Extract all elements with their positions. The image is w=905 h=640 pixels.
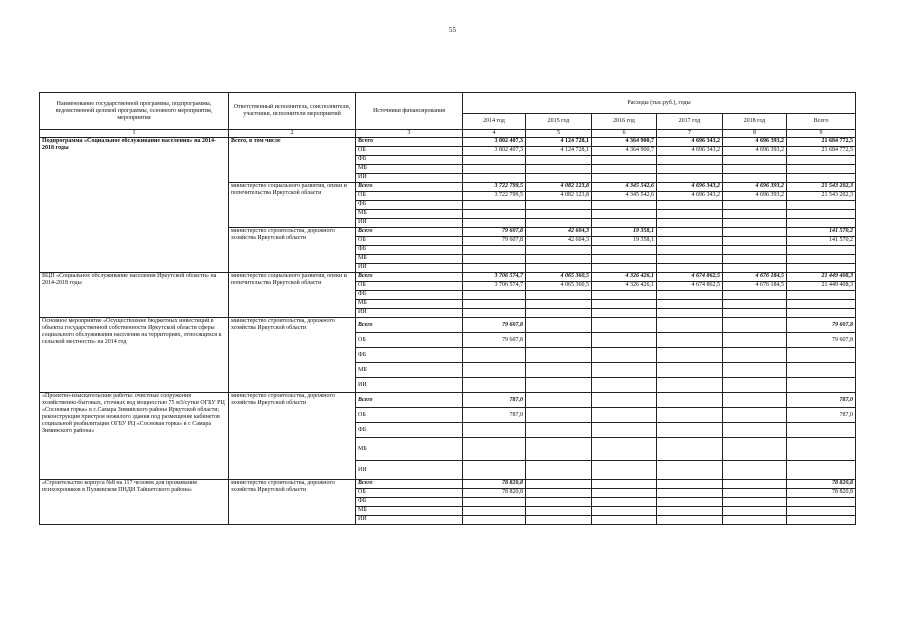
value-cell xyxy=(526,408,592,423)
value-cell: 21 543 202,3 xyxy=(787,183,856,192)
source-fb: ФБ xyxy=(356,423,463,438)
source-total: Всего xyxy=(356,393,463,408)
value-cell: 4 696 343,2 xyxy=(657,183,723,192)
executor-ministry-construction: министерство строительства, дорожного хозяйства Иркутской области xyxy=(229,318,356,393)
table-row xyxy=(40,138,856,147)
table-header xyxy=(40,93,856,138)
value-cell: 4 696 393,2 xyxy=(723,147,787,156)
table-body xyxy=(40,138,856,525)
value-cell: 3 722 799,5 xyxy=(463,192,526,201)
column-number: 3 xyxy=(356,130,463,138)
value-cell: 4 676 184,5 xyxy=(723,273,787,282)
header-expenses: Расходы (тыс.руб.), годы xyxy=(463,93,856,114)
value-cell: 79 607,8 xyxy=(463,237,526,246)
value-cell xyxy=(723,489,787,498)
value-cell xyxy=(723,237,787,246)
source-total: Всего xyxy=(356,480,463,489)
value-cell xyxy=(592,408,657,423)
source-ob: ОБ xyxy=(356,333,463,348)
executor-ministry-construction: министерство строительства, дорожного хозяйства Иркутской области xyxy=(229,393,356,480)
source-fb: ФБ xyxy=(356,156,463,165)
source-fb: ФБ xyxy=(356,291,463,300)
source-ii: ИИ xyxy=(356,219,463,228)
source-mb: МБ xyxy=(356,507,463,516)
value-cell: 4 345 542,6 xyxy=(592,192,657,201)
value-cell: 3 706 574,7 xyxy=(463,273,526,282)
page-number: 55 xyxy=(449,26,456,34)
value-cell xyxy=(657,480,723,489)
value-cell: 21 684 772,5 xyxy=(787,138,856,147)
value-cell xyxy=(657,489,723,498)
value-cell xyxy=(723,318,787,333)
source-mb: МБ xyxy=(356,438,463,461)
value-cell: 4 082 123,8 xyxy=(526,192,592,201)
value-cell: 42 604,3 xyxy=(526,228,592,237)
value-cell: 4 326 426,1 xyxy=(592,282,657,291)
value-cell: 4 674 862,5 xyxy=(657,273,723,282)
value-cell: 79 607,8 xyxy=(463,318,526,333)
value-cell: 4 364 900,7 xyxy=(592,147,657,156)
value-cell: 4 326 426,1 xyxy=(592,273,657,282)
value-cell xyxy=(657,408,723,423)
value-cell: 21 684 772,5 xyxy=(787,147,856,156)
event-design-works-name: «Проектно-изыскательские работы: очистные сооружения хозяйственно-бытовых, сточных вод мощностью 75 м3/сутки ОГБУ РЦ «Сосновая горка» в с.Самара Зиминского района Иркутской области; реконструкция пристроя нежилого здания под размещение кабинетов социальной реабилитации ОГБУ РЦ «Сосновая горка» в с Самара Зиминского района» xyxy=(40,393,229,480)
executor-ministry-construction: министерство строительства, дорожного хозяйства Иркутской области xyxy=(229,228,356,273)
source-ii: ИИ xyxy=(356,378,463,393)
value-cell xyxy=(592,489,657,498)
column-number: 1 xyxy=(40,130,229,138)
value-cell xyxy=(657,228,723,237)
source-fb: ФБ xyxy=(356,348,463,363)
budget-table xyxy=(39,92,856,525)
column-number: 6 xyxy=(592,130,657,138)
source-total: Всего xyxy=(356,318,463,333)
header-sources: Источники финансирования xyxy=(356,93,463,130)
source-ob: ОБ xyxy=(356,147,463,156)
value-cell: 21 543 202,3 xyxy=(787,192,856,201)
table-row xyxy=(40,480,856,489)
value-cell: 79 607,8 xyxy=(787,318,856,333)
value-cell: 787,0 xyxy=(463,393,526,408)
column-number: 9 xyxy=(787,130,856,138)
value-cell: 4 674 862,5 xyxy=(657,282,723,291)
main-event-name: Основное мероприятие «Осуществление бюджетных инвестиций в объекты государственной собственности Иркутской области сферы социального обслуживания населения на территориях, относящихся к сельской местности» на 2014 год xyxy=(40,318,229,393)
source-ob: ОБ xyxy=(356,192,463,201)
executor-total-including: Всего, в том числе xyxy=(229,138,356,183)
executor-ministry-construction: министерство строительства, дорожного хозяйства Иркутской области xyxy=(229,480,356,525)
value-cell xyxy=(657,333,723,348)
value-cell: 79 607,8 xyxy=(463,333,526,348)
value-cell: 141 570,2 xyxy=(787,228,856,237)
value-cell xyxy=(526,480,592,489)
value-cell: 78 820,8 xyxy=(463,489,526,498)
value-cell: 4 696 343,2 xyxy=(657,192,723,201)
value-cell: 3 722 799,5 xyxy=(463,183,526,192)
source-mb: МБ xyxy=(356,363,463,378)
source-mb: МБ xyxy=(356,165,463,174)
value-cell: 4 696 393,2 xyxy=(723,192,787,201)
source-mb: МБ xyxy=(356,210,463,219)
value-cell: 4 364 900,7 xyxy=(592,138,657,147)
source-ii: ИИ xyxy=(356,174,463,183)
header-year: 2015 год xyxy=(526,114,592,130)
source-ii: ИИ xyxy=(356,264,463,273)
value-cell xyxy=(723,228,787,237)
vcp-name: ВЦП «Социальное обслуживание населения Иркутской области» на 2014-2018 годы xyxy=(40,273,229,318)
value-cell xyxy=(592,318,657,333)
header-year: 2017 год xyxy=(657,114,723,130)
value-cell: 3 802 407,3 xyxy=(463,138,526,147)
value-cell: 787,0 xyxy=(787,408,856,423)
value-cell: 141 570,2 xyxy=(787,237,856,246)
source-ob: ОБ xyxy=(356,237,463,246)
value-cell: 4 696 343,2 xyxy=(657,138,723,147)
value-cell: 4 065 360,5 xyxy=(526,273,592,282)
event-construction-name: «Строительство корпуса №8 на 117 человек для проживания психохроников в Пуляевском ПНДИ Тайшетского района» xyxy=(40,480,229,525)
value-cell xyxy=(526,318,592,333)
value-cell xyxy=(592,393,657,408)
column-number: 5 xyxy=(526,130,592,138)
source-total: Всего xyxy=(356,273,463,282)
table-row xyxy=(40,393,856,408)
table-row xyxy=(40,318,856,333)
value-cell: 19 358,1 xyxy=(592,228,657,237)
value-cell: 4 124 728,1 xyxy=(526,147,592,156)
source-mb: МБ xyxy=(356,255,463,264)
value-cell: 79 607,8 xyxy=(787,333,856,348)
value-cell xyxy=(657,318,723,333)
value-cell: 787,0 xyxy=(787,393,856,408)
value-cell xyxy=(723,333,787,348)
source-total: Всего xyxy=(356,228,463,237)
column-number: 8 xyxy=(723,130,787,138)
header-year-total: Всего xyxy=(787,114,856,130)
value-cell: 78 820,8 xyxy=(787,489,856,498)
value-cell: 4 345 542,6 xyxy=(592,183,657,192)
value-cell: 42 604,3 xyxy=(526,237,592,246)
value-cell xyxy=(723,480,787,489)
value-cell xyxy=(723,393,787,408)
value-cell: 19 358,1 xyxy=(592,237,657,246)
source-ob: ОБ xyxy=(356,408,463,423)
column-number: 4 xyxy=(463,130,526,138)
value-cell: 4 065 360,5 xyxy=(526,282,592,291)
value-cell: 3 706 574,7 xyxy=(463,282,526,291)
source-ob: ОБ xyxy=(356,489,463,498)
source-fb: ФБ xyxy=(356,201,463,210)
column-number: 2 xyxy=(229,130,356,138)
executor-ministry-social: министерство социального развития, опеки и попечительства Иркутской области xyxy=(229,183,356,228)
header-year: 2018 год xyxy=(723,114,787,130)
value-cell xyxy=(657,393,723,408)
source-fb: ФБ xyxy=(356,498,463,507)
value-cell: 4 696 343,2 xyxy=(657,147,723,156)
source-ii: ИИ xyxy=(356,461,463,480)
value-cell xyxy=(592,333,657,348)
value-cell: 79 607,8 xyxy=(463,228,526,237)
value-cell: 21 449 408,3 xyxy=(787,273,856,282)
source-total: Всего xyxy=(356,138,463,147)
subprogram-name: Подпрограмма «Социальное обслуживание населения» на 2014-2018 годы xyxy=(40,138,229,273)
value-cell: 787,0 xyxy=(463,408,526,423)
executor-ministry-social: министерство социального развития, опеки и попечительства Иркутской области xyxy=(229,273,356,318)
value-cell xyxy=(592,480,657,489)
header-executor: Ответственный исполнитель, соисполнители, участники, исполнители мероприятий xyxy=(229,93,356,130)
value-cell xyxy=(657,237,723,246)
header-year: 2016 год xyxy=(592,114,657,130)
value-cell: 78 820,8 xyxy=(463,480,526,489)
header-year: 2014 год xyxy=(463,114,526,130)
value-cell xyxy=(723,408,787,423)
value-cell: 4 676 184,5 xyxy=(723,282,787,291)
column-number: 7 xyxy=(657,130,723,138)
value-cell: 78 820,8 xyxy=(787,480,856,489)
value-cell xyxy=(526,489,592,498)
value-cell: 4 124 728,1 xyxy=(526,138,592,147)
table-row xyxy=(40,273,856,282)
source-total: Всего xyxy=(356,183,463,192)
source-fb: ФБ xyxy=(356,246,463,255)
value-cell xyxy=(526,333,592,348)
value-cell: 4 696 393,2 xyxy=(723,138,787,147)
header-name: Наименование государственной программы, подпрограммы, ведомственной целевой программы, основного мероприятия, мероприятия xyxy=(40,93,229,130)
value-cell: 3 802 407,3 xyxy=(463,147,526,156)
source-ii: ИИ xyxy=(356,516,463,525)
source-ii: ИИ xyxy=(356,309,463,318)
value-cell: 21 449 408,3 xyxy=(787,282,856,291)
value-cell: 4 696 393,2 xyxy=(723,183,787,192)
source-ob: ОБ xyxy=(356,282,463,291)
value-cell xyxy=(526,393,592,408)
source-mb: МБ xyxy=(356,300,463,309)
value-cell: 4 082 123,8 xyxy=(526,183,592,192)
